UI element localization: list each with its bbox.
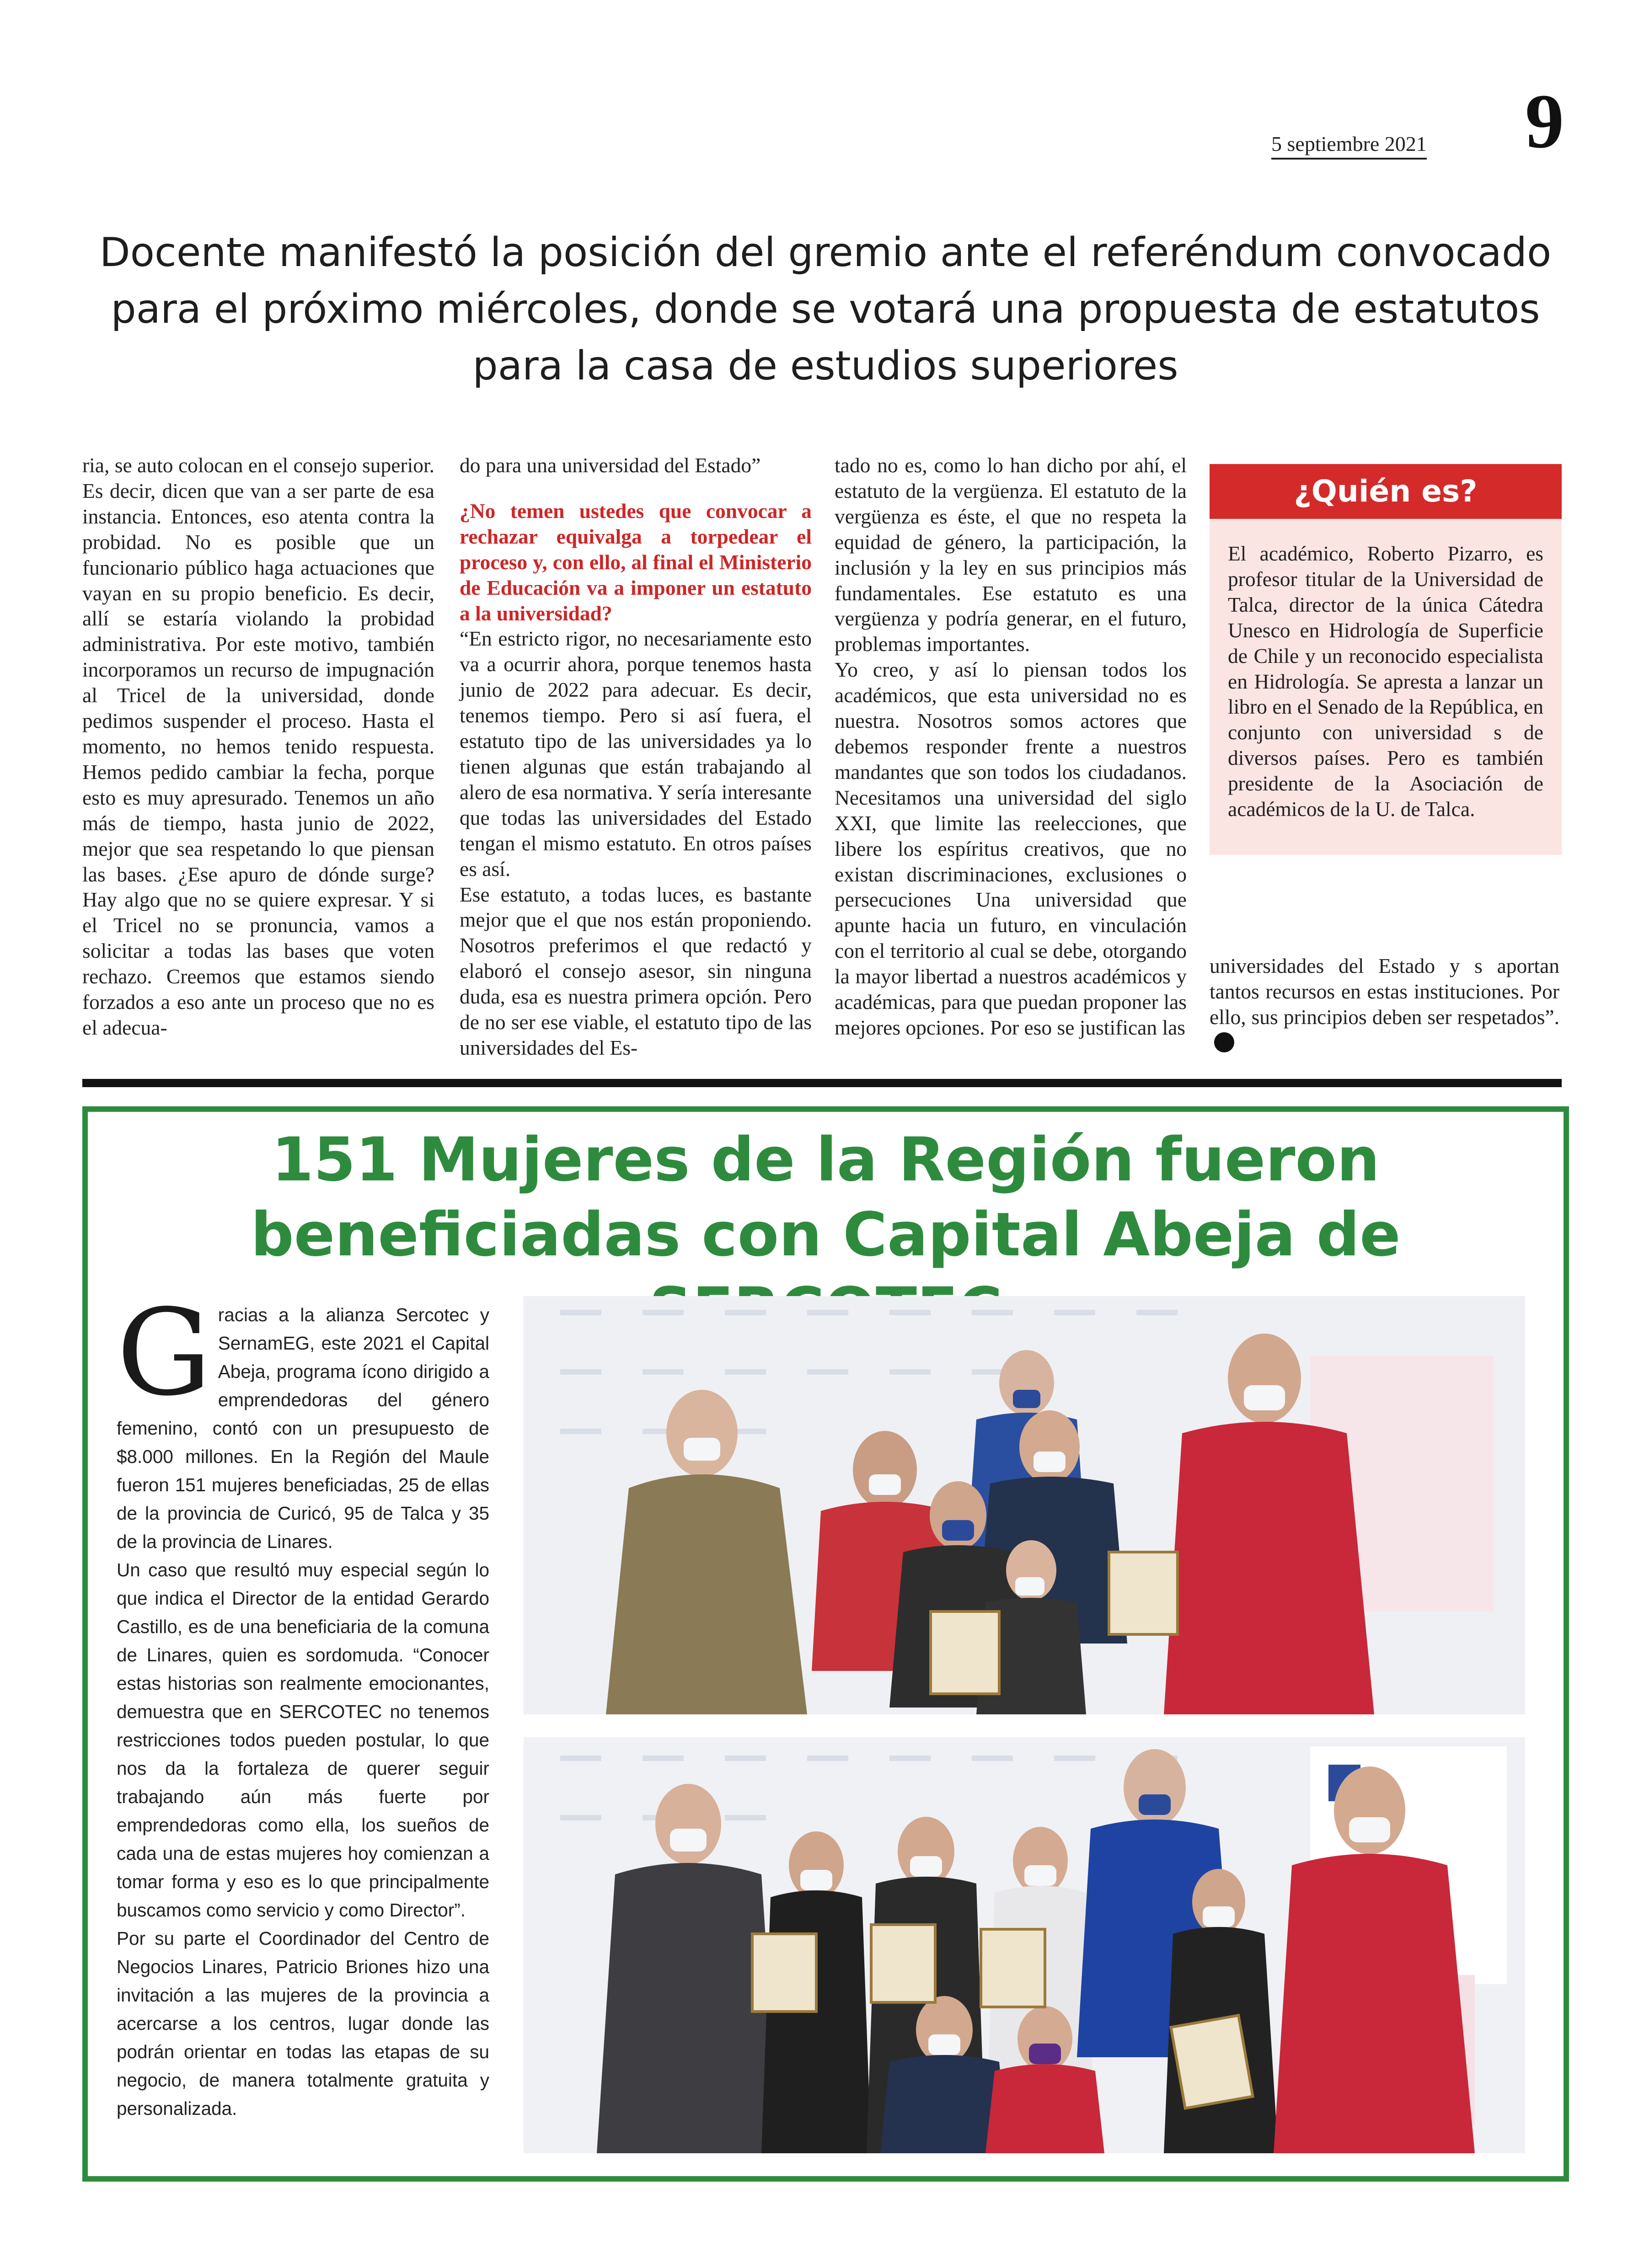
issue-date: 5 septiembre 2021 — [1271, 132, 1427, 160]
page-number: 9 — [1525, 78, 1564, 164]
sercotec-paragraph-1: racias a la alianza Sercotec y SernamEG, este 2021 el Capital Abeja, programa ícono dirigido a emprendedoras del género femenino, contó con un presupuesto de $8.000 millones. En la Región del Maule fueron 151 mujeres beneficiadas, 25 de ellas de la provincia de Curicó, 95 de Talca y 35 de la provincia de Linares. — [117, 1304, 489, 1552]
headline-line-2: beneficiadas con Capital Abeja de — [251, 1200, 1401, 1270]
column-2-paragraph-1: do para una universidad del Estado” — [460, 454, 761, 477]
column-4-text: universidades del Estado y s aportan tantos recursos en estas instituciones. Por ello, sus principios deben ser respetados”. — [1210, 954, 1559, 1029]
article-column-3 — [835, 453, 1187, 1056]
group-photo-2 — [524, 1737, 1525, 2153]
article-column-1 — [82, 453, 434, 1056]
sercotec-paragraph-3: Por su parte el Coordinador del Centro de Negocios Linares, Patricio Briones hizo una invitación a las mujeres de la provincia a acercarse a los centros, lugar donde las podrán orientar en todas las etapas de su negocio, de manera totalmente gratuita y personalizada. — [117, 1928, 489, 2119]
sidebar-title: ¿Quién es? — [1210, 464, 1562, 519]
column-1-text: ria, se auto colocan en el consejo superior. Es decir, dicen que van a ser parte de esa instancia. Entonces, eso atenta contra la probidad. No es posible que un funcionario público haga actuaciones que vayan en su propio beneficio. Es decir, allí se estaría violando la probidad administrativa. Por este motivo, también incorporamos un recurso de impugnación al Tricel de la universidad, donde pedimos suspender el proceso. Hasta el momento, no hemos tenido respuesta. Hemos pedido cambiar la fecha, porque esto es muy apresurado. Tenemos un año más de tiempo, hasta junio de 2022, mejor que sea respetando lo que piensan las bases. ¿Ese apuro de dónde surge? Hay algo que no se quiere expresar. Y si el Tricel no se pronuncia, vamos a solicitar a todas las bases que voten rechazo. Creemos que estamos siendo forzados a eso ante un proceso que no es el adecua- — [82, 454, 434, 1039]
article-column-4 — [1210, 953, 1559, 1072]
group-photo-1 — [524, 1296, 1525, 1714]
end-mark-icon — [1214, 1032, 1234, 1052]
sercotec-article-body — [117, 1284, 489, 2160]
sercotec-paragraph-2: Un caso que resultó muy especial según lo que indica el Director de la entidad Gerardo Castillo, es de una beneficiaria de la comuna de Linares, quien es sordomuda. “Conocer estas historias son realmente emocionantes, demuestra que en SERCOTEC no tenemos restricciones todos pueden postular, lo que nos da la fortaleza de querer seguir trabajando aún más fuerte por emprendedoras como ella, los sueños de cada una de estas mujeres hoy comienzan a tomar forma y eso es lo que principalmente buscamos como servicio y como Director”. — [117, 1559, 489, 1921]
sidebar-body: El académico, Roberto Pizarro, es profesor titular de la Universidad de Talca, director de la única Cátedra Unesco en Hidrología de Superficie de Chile y un reconocido especialista en Hidrología. Se apresta a lanzar un libro en el Senado de la República, en conjunto con universidad s de diversos países. Pero es también presidente de la Asociación de académicos de la U. de Talca. — [1228, 542, 1543, 821]
article-deck: Docente manifestó la posición del gremio ante el referéndum convocado para el próximo miércoles, donde se votará una propuesta de estatutos para la casa de estudios superiores — [99, 229, 1552, 389]
interview-question: ¿No temen ustedes que convocar a rechazar equivalga a torpedear el proceso y, con ello, al final el Ministerio de Educación va a imponer un estatuto a la universidad? — [460, 499, 812, 625]
column-2-paragraph-2: “En estricto rigor, no necesariamente esto va a ocurrir ahora, porque tenemos hasta junio de 2022 para adecuar. Es decir, tenemos tiempo. Pero si así fuera, el estatuto tipo de las universidades ya lo tienen algunas que están trabajando al alero de esa normativa. Y sería interesante que todas las universidades del Estado tengan el mismo estatuto. En otros países es así. — [460, 627, 812, 881]
column-2-paragraph-3: Ese estatuto, a todas luces, es bastante mejor que el que nos están proponiendo. Nosotros preferimos el que redactó y elaboró el consejo asesor, sin ninguna duda, esa es nuestra primera opción. Pero de no ser ese viable, el estatuto tipo de las universidades del Es- — [460, 882, 812, 1059]
column-3-paragraph-1: tado no es, como lo han dicho por ahí, el estatuto de la vergüenza. El estatuto de la vergüenza es éste, el que no respeta la equidad de género, la participación, la inclusión y la ley en sus principios más fundamentales. Ese estatuto es una vergüenza y podría generar, en el futuro, problemas importantes. — [835, 454, 1187, 656]
column-3-paragraph-2: Yo creo, y así lo piensan todos los académicos, que esta universidad no es nuestra. Nosotros somos actores que debemos responder frente a nuestros mandantes que son todos los ciudadanos. Necesitamos una universidad del siglo XXI, que limite las reelecciones, que libere los espíritus creativos, que no existan discriminaciones, exclusiones o persecuciones Una universidad que apunte hacia un futuro, en vinculación con el territorio al cual se debe, otorgando la mayor libertad a nuestros académicos y académicas, para que puedan proponer las mejores opciones. Por eso se justifican las — [835, 658, 1187, 1039]
article-column-2 — [460, 453, 812, 1059]
group-photo-2-image — [524, 1737, 1525, 2153]
drop-cap: G — [117, 1284, 212, 1422]
quien-es-sidebar — [1210, 464, 1562, 855]
headline-line-1: 151 Mujeres de la Región fueron — [271, 1125, 1380, 1195]
section-divider — [82, 1079, 1562, 1087]
group-photo-1-image — [524, 1296, 1525, 1714]
